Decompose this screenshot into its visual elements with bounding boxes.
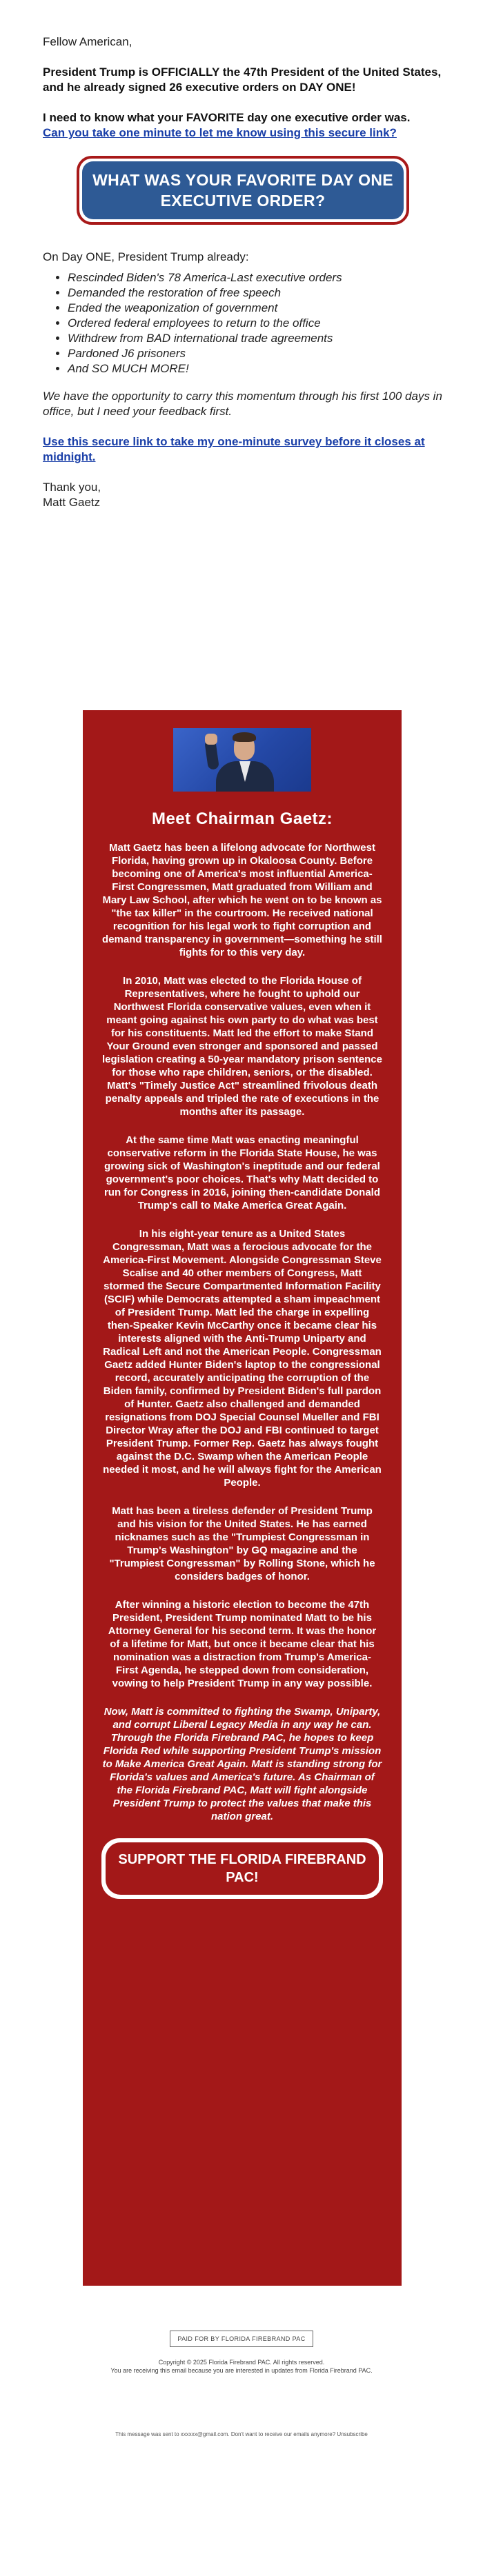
signoff: Thank you, <box>43 481 101 494</box>
bio-heading: Meet Chairman Gaetz: <box>151 809 333 828</box>
gaetz-portrait <box>173 728 311 792</box>
bio-paragraph: Matt Gaetz has been a lifelong advocate for Northwest Florida, having grown up in Okaloosa County. Before becoming one of America's most influential America-First Congressmen, Matt graduated from William and Mary Law School, after which he went on to be known as "the tax killer" in the courtroom. He received national recognition for his legal work to fight corruption and demand transparency in government—something he still fights for to this very day. <box>102 842 382 958</box>
bio-paragraph: In 2010, Matt was elected to the Florida House of Representatives, where he fought to uphold our Northwest Florida conservative values, even when it meant going against his own party to do what was best for his constituents. Matt led the effort to make Stand Your Ground even stronger and sponsored and passed legislation creating a 50-year mandatory prison sentence for those who rape children, seniors, or the disabled. Matt's "Timely Justice Act" streamlined frivolous death penalty appeals and tripled the rate of executions in the months after its passage. <box>102 975 382 1118</box>
favorite-order-button[interactable]: WHAT WAS YOUR FAVORITE DAY ONE EXECUTIVE ORDER? <box>82 161 404 219</box>
bio-paragraph: Matt has been a tireless defender of President Trump and his vision for the United States. He has earned nicknames such as the "Trumpiest Congressman in Trump's Washington" by GQ magazine and the "Trumpiest Congressman" by Rolling Stone, which he considers badges of honor. <box>109 1505 375 1582</box>
intro-text: President Trump is OFFICIALLY the 47th President of the United States, and he already signed 26 executive orders on DAY ONE! <box>43 66 442 94</box>
list-item: • And SO MUCH MORE! <box>68 361 443 376</box>
momentum-text: We have the opportunity to carry this momentum through his first 100 days in office, but I need your feedback first. <box>43 390 442 418</box>
bio-panel <box>83 710 402 2286</box>
survey-link[interactable]: Use this secure link to take my one-minute survey before it closes at midnight. <box>43 435 425 463</box>
bio-closing: Now, Matt is committed to fighting the Swamp, Uniparty, and corrupt Liberal Legacy Media in any way he can. Through the Florida Firebrand PAC, he hopes to keep Florida Red while supporting President Trump's mission to Make America Great Again. Matt is standing strong for Florida's values and America's future. As Chairman of the Florida Firebrand PAC, Matt will fight alongside President Trump to protect the values that make this nation great. <box>102 1706 382 1822</box>
list-item: • Ended the weaponization of government <box>68 301 443 316</box>
day-one-lead: On Day ONE, President Trump already: <box>43 250 249 263</box>
support-pac-button[interactable]: SUPPORT THE FLORIDA FIREBRAND PAC! <box>106 1842 379 1895</box>
ask-link[interactable]: Can you take one minute to let me know using this secure link? <box>43 126 397 139</box>
list-item: • Demanded the restoration of free speech <box>68 285 443 301</box>
unsubscribe-note[interactable]: This message was sent to xxxxxx@gmail.com. Don't want to receive our emails anymore? Unsubscribe <box>115 2431 368 2437</box>
portrait-hair <box>233 732 256 742</box>
signature: Matt Gaetz <box>43 496 101 509</box>
email-letter <box>43 34 443 525</box>
support-cta <box>101 1838 383 1899</box>
portrait-fist <box>205 734 217 745</box>
bio-paragraph: At the same time Matt was enacting meaningful conservative reform in the Florida State House, he was growing sick of Washington's ineptitude and our federal government's poor choices. That's why Matt decided to run for Congress in 2016, joining then-candidate Donald Trump's call to Make America Great Again. <box>103 1134 381 1211</box>
list-item: • Ordered federal employees to return to the office <box>68 316 443 331</box>
paid-for-box: PAID FOR BY FLORIDA FIREBRAND PAC <box>170 2331 313 2347</box>
favorite-order-cta <box>43 156 443 225</box>
copyright-text: Copyright © 2025 Florida Firebrand PAC. All rights reserved. <box>158 2359 325 2366</box>
email-footer <box>0 2331 483 2375</box>
day-one-list <box>43 270 443 376</box>
reason-text: You are receiving this email because you are interested in updates from Florida Firebrand PAC. <box>110 2367 373 2374</box>
greeting: Fellow American, <box>43 35 132 48</box>
list-item: • Withdrew from BAD international trade agreements <box>68 331 443 346</box>
bio-paragraph: In his eight-year tenure as a United States Congressman, Matt was a ferocious advocate for the America-First Movement. Alongside Congressman Steve Scalise and 40 other members of Congress, Matt stormed the Secure Compartmented Information Facility (SCIF) while Democrats attempted a sham impeachment of President Trump. Matt led the charge in expelling then-Speaker Kevin McCarthy once it became clear his interests aligned with the Anti-Trump Uniparty and Radical Left and not the American People. Congressman Gaetz added Hunter Biden's laptop to the congressional record, accurately anticipating the corruption of the Biden family, confirmed by President Biden's full pardon of Hunter. Gaetz also challenged and demanded resignations from DOJ Special Counsel Mueller and FBI Director Wray after the DOJ and FBI continued to target President Trump. Former Rep. Gaetz has always fought against the D.C. Swamp when the American People needed it most, and he will always fight for the American People. <box>103 1228 382 1489</box>
list-item: • Pardoned J6 prisoners <box>68 346 443 361</box>
cta-border <box>77 156 409 225</box>
list-item: • Rescinded Biden's 78 America-Last executive orders <box>68 270 443 285</box>
ask-text: I need to know what your FAVORITE day one executive order was. <box>43 111 411 124</box>
bio-paragraph: After winning a historic election to become the 47th President, President Trump nominated Matt to be his Attorney General for his second term. It was the honor of a lifetime for Matt, but once it became clear that his nomination was a distraction from Trump's America-First Agenda, he stepped down from consideration, vowing to help President Trump in any way possible. <box>108 1599 377 1689</box>
